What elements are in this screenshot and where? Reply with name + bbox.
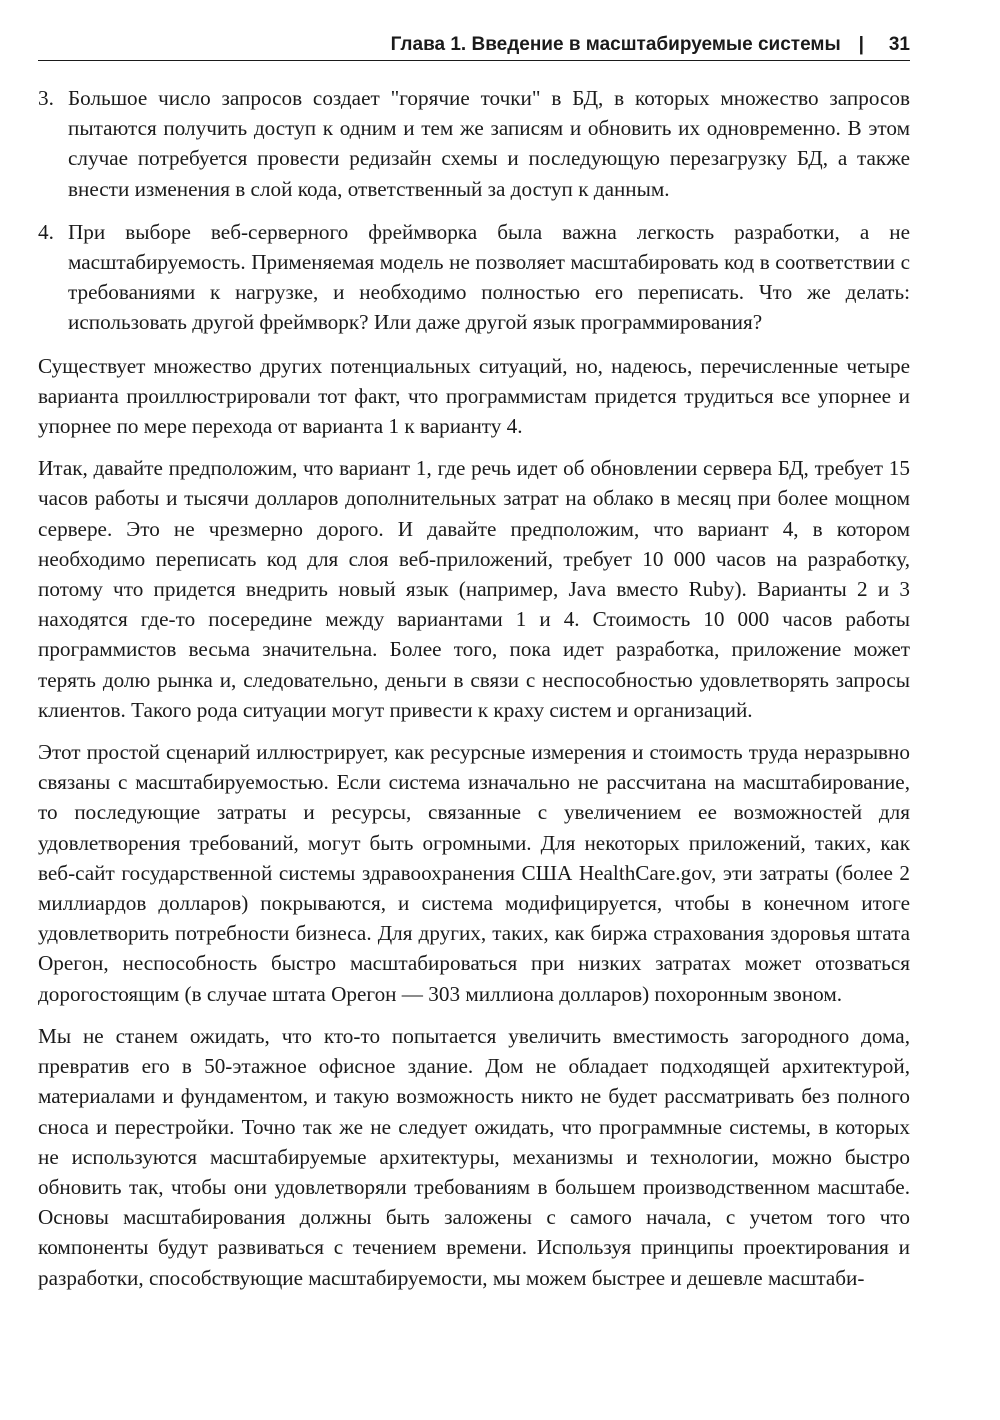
- list-marker: 4.: [38, 219, 54, 244]
- header-separator: |: [858, 34, 864, 55]
- page-body: [38, 83, 910, 1293]
- list-item-text: При выборе веб-серверного фреймворка была важна легкость разработки, а не масштабируемость. Применяемая модель не позволяет масштабировать код в соответствии с требованиями к нагрузке, и необходимо полностью его переписать. Что же делать: использовать другой фреймворк? Или даже другой язык программирования?: [68, 219, 910, 335]
- paragraph: Мы не станем ожидать, что кто-то попытается увеличить вместимость загородного дома, превратив его в 50-этажное офисное здание. Дом не обладает подходящей архитектурой, материалами и фундаментом, и такую возможность никто не будет рассматривать без полного сноса и перестройки. Точно так же не следует ожидать, что программные системы, в которых не используются масштабируемые архитектуры, механизмы и технологии, можно быстро обновить так, чтобы они удовлетворяли требованиям в большем производственном масштабе. Основы масштабирования должны быть заложены с самого начала, с учетом того что компоненты будут развиваться с течением времени. Используя принципы проектирования и разработки, способствующие масштабируемости, мы можем быстрее и дешевле масштаби-: [38, 1023, 910, 1290]
- list-item: [38, 83, 910, 204]
- numbered-list: [38, 83, 910, 338]
- running-header: [38, 30, 910, 61]
- paragraph: Итак, давайте предположим, что вариант 1, где речь идет об обновлении сервера БД, требует 15 часов работы и тысячи долларов дополнительных затрат на облако в месяц при более мощном сервере. Это не чрезмерно дорого. И давайте предположим, что вариант 4, в котором необходимо переписать код для слоя веб-приложений, требует 10 000 часов на разработку, потому что придется внедрить новый язык (например, Java вместо Ruby). Варианты 2 и 3 находятся где-то посередине между вариантами 1 и 4. Стоимость 10 000 часов работы программистов весьма значительна. Более того, пока идет разработка, приложение может терять долю рынка и, следовательно, деньги в связи с неспособностью удовлетворять запросы клиентов. Такого рода ситуации могут привести к краху систем и организаций.: [38, 456, 910, 722]
- chapter-title: Глава 1. Введение в масштабируемые системы: [390, 34, 841, 55]
- list-marker: 3.: [38, 86, 54, 110]
- list-item-text: Большое число запросов создает "горячие точки" в БД, в которых множество запросов пытаются получить доступ к одним и тем же записям и обновить их одновременно. В этом случае потребуется провести редизайн схемы и последующую перезагрузку БД, а также внести изменения в слой кода, ответственный за доступ к данным.: [68, 86, 910, 201]
- list-item: [38, 217, 910, 338]
- paragraph: Существует множество других потенциальных ситуаций, но, надеюсь, перечисленные четыре варианта проиллюстрировали тот факт, что программистам придется трудиться все упорнее и упорнее по мере перехода от варианта 1 к варианту 4.: [38, 353, 910, 439]
- book-page: [38, 30, 910, 1305]
- page-number: 31: [888, 34, 910, 55]
- paragraph: Этот простой сценарий иллюстрирует, как ресурсные измерения и стоимость труда неразрывно связаны с масштабируемостью. Если система изначально не рассчитана на масштабирование, то последующие затраты и ресурсы, связанные с увеличением ее возможностей для удовлетворения требований, могут быть огромными. Для некоторых приложений, таких, как веб-сайт государственной системы здравоохранения США HealthCare.gov, эти затраты (более 2 миллиардов долларов) покрываются, и система модифицируется, чтобы в конечном итоге удовлетворить потребности бизнеса. Для других, таких, как биржа страхования здоровья штата Орегон, неспособность быстро масштабироваться при низких затратах может отозваться дорогостоящим (в случае штата Орегон — 303 миллиона долларов) похоронным звоном.: [38, 740, 910, 1006]
